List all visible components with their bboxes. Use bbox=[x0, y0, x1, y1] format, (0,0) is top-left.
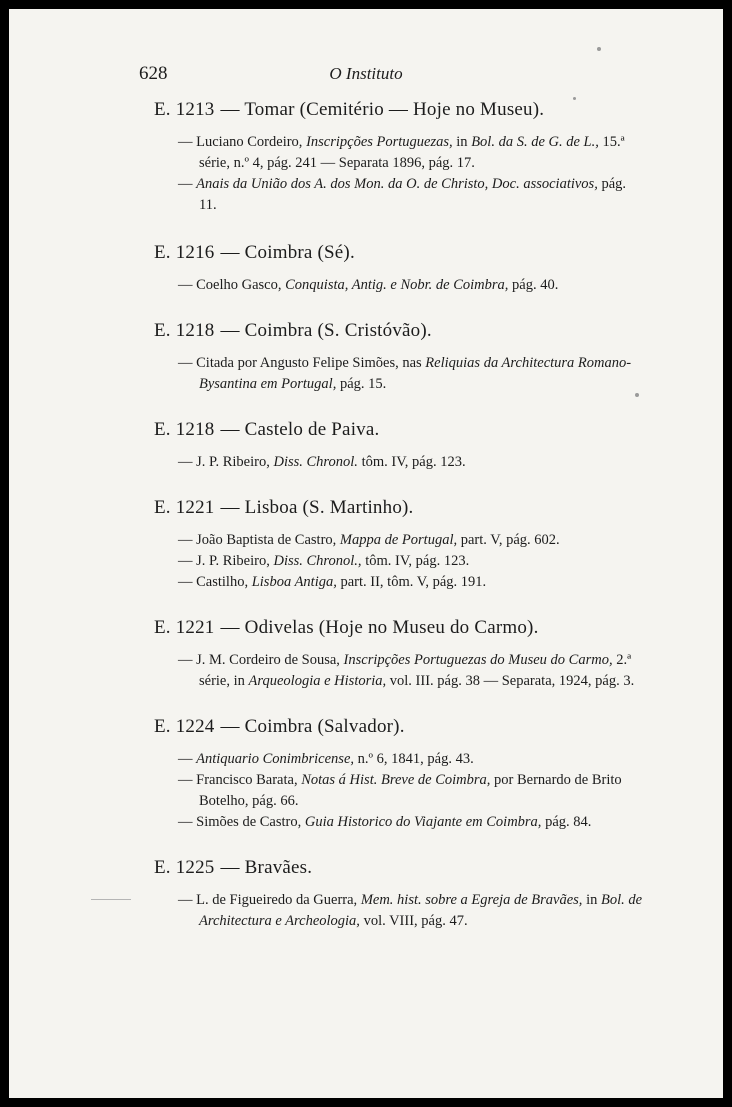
entry-heading bbox=[154, 97, 644, 123]
reference-text: pág. 11. bbox=[199, 176, 627, 213]
inscription-entry bbox=[154, 855, 644, 932]
reference-text: — Luciano Cordeiro, bbox=[178, 134, 307, 150]
reference-work-title: Anais da União dos A. dos Mon. da O. de Christo, Doc. associativos, bbox=[196, 176, 598, 192]
reference-text: por Bernardo de Brito Botelho, pág. 66. bbox=[199, 772, 622, 809]
reference-work-title: Guia Historico do Viajante em Coimbra, bbox=[304, 814, 542, 830]
reference-list bbox=[154, 650, 644, 692]
reference-list bbox=[154, 530, 644, 593]
reference-text: pág. 15. bbox=[336, 376, 387, 392]
reference-text: 15.ª série, n.º 4, pág. 241 — Separata 1896, pág. 17. bbox=[199, 134, 625, 171]
reference-text: pág. 40. bbox=[508, 277, 559, 293]
reference-item bbox=[154, 812, 644, 833]
inscription-list bbox=[154, 97, 644, 954]
reference-work-title: Lisboa Antiga, bbox=[251, 574, 337, 590]
entry-code: E. 1221 bbox=[154, 497, 215, 518]
reference-item bbox=[154, 551, 644, 572]
scan-speck bbox=[597, 47, 601, 51]
reference-text: — J. M. Cordeiro de Sousa, bbox=[178, 652, 344, 668]
reference-item bbox=[154, 749, 644, 770]
reference-text: — João Baptista de Castro, bbox=[178, 532, 340, 548]
reference-list bbox=[154, 890, 644, 932]
entry-title: — Lisboa (S. Martinho). bbox=[220, 497, 414, 518]
reference-text: part. II, tôm. V, pág. 191. bbox=[336, 574, 487, 590]
reference-work-title: Mappa de Portugal, bbox=[339, 532, 458, 548]
reference-item bbox=[154, 650, 644, 692]
reference-text: in bbox=[582, 892, 601, 908]
reference-list bbox=[154, 275, 644, 296]
entry-heading bbox=[154, 855, 644, 881]
entry-code: E. 1224 bbox=[154, 716, 215, 737]
scanned-page bbox=[9, 9, 723, 1098]
entry-heading bbox=[154, 240, 644, 266]
reference-text: — J. P. Ribeiro, bbox=[178, 454, 274, 470]
inscription-entry bbox=[154, 417, 644, 473]
reference-text: tôm. IV, pág. 123. bbox=[361, 553, 470, 569]
inscription-entry bbox=[154, 97, 644, 216]
reference-work-title: Bol. de Architectura e Archeologia, bbox=[199, 892, 643, 929]
reference-item bbox=[154, 572, 644, 593]
reference-text: n.º 6, 1841, pág. 43. bbox=[354, 751, 474, 767]
reference-item bbox=[154, 770, 644, 812]
inscription-entry bbox=[154, 615, 644, 692]
reference-work-title: Notas á Hist. Breve de Coimbra, bbox=[301, 772, 491, 788]
entry-heading bbox=[154, 318, 644, 344]
entry-title: — Odivelas (Hoje no Museu do Carmo). bbox=[220, 617, 539, 638]
reference-text: — bbox=[178, 751, 197, 767]
reference-text: vol. III. pág. 38 — Separata, 1924, pág. 3. bbox=[386, 673, 635, 689]
reference-list bbox=[154, 452, 644, 473]
entry-code: E. 1218 bbox=[154, 419, 215, 440]
reference-text: 2.ª série, in bbox=[199, 652, 632, 689]
entry-heading bbox=[154, 417, 644, 443]
inscription-entry bbox=[154, 318, 644, 395]
reference-item bbox=[154, 530, 644, 551]
reference-text: pág. 84. bbox=[541, 814, 592, 830]
reference-item bbox=[154, 174, 644, 216]
reference-list bbox=[154, 132, 644, 216]
reference-work-title: Conquista, Antig. e Nobr. de Coimbra, bbox=[285, 277, 509, 293]
reference-text: tôm. IV, pág. 123. bbox=[357, 454, 466, 470]
entry-title: — Castelo de Paiva. bbox=[220, 419, 380, 440]
reference-item bbox=[154, 452, 644, 473]
inscription-entry bbox=[154, 495, 644, 593]
inscription-entry bbox=[154, 714, 644, 833]
reference-item bbox=[154, 275, 644, 296]
reference-text: vol. VIII, pág. 47. bbox=[359, 913, 468, 929]
entry-heading bbox=[154, 714, 644, 740]
reference-work-title: Mem. hist. sobre a Egreja de Bravães, bbox=[360, 892, 583, 908]
reference-text: — bbox=[178, 176, 197, 192]
page-header bbox=[9, 63, 723, 89]
reference-text: — Castilho, bbox=[178, 574, 252, 590]
reference-work-title: Diss. Chronol. bbox=[273, 454, 358, 470]
inscription-entry bbox=[154, 240, 644, 296]
reference-text: — L. de Figueiredo da Guerra, bbox=[178, 892, 361, 908]
entry-code: E. 1218 bbox=[154, 320, 215, 341]
reference-item bbox=[154, 353, 644, 395]
page-number: 628 bbox=[139, 63, 168, 84]
entry-title: — Tomar (Cemitério — Hoje no Museu). bbox=[220, 99, 545, 120]
reference-work-title: Diss. Chronol., bbox=[273, 553, 362, 569]
entry-title: — Coimbra (Salvador). bbox=[220, 716, 405, 737]
reference-text: — Coelho Gasco, bbox=[178, 277, 286, 293]
entry-code: E. 1213 bbox=[154, 99, 215, 120]
entry-title: — Coimbra (Sé). bbox=[220, 242, 355, 263]
reference-work-title: Inscripções Portuguezas, bbox=[306, 134, 453, 150]
running-title: O Instituto bbox=[329, 64, 403, 83]
entry-code: E. 1225 bbox=[154, 857, 215, 878]
reference-list bbox=[154, 749, 644, 833]
reference-work-title: Antiquario Conimbricense, bbox=[196, 751, 355, 767]
scan-mark bbox=[91, 899, 131, 900]
entry-code: E. 1216 bbox=[154, 242, 215, 263]
entry-title: — Coimbra (S. Cristóvão). bbox=[220, 320, 432, 341]
reference-text: — J. P. Ribeiro, bbox=[178, 553, 274, 569]
entry-heading bbox=[154, 615, 644, 641]
reference-item bbox=[154, 890, 644, 932]
entry-title: — Bravães. bbox=[220, 857, 313, 878]
reference-work-title: Inscripções Portuguezas do Museu do Carmo, bbox=[343, 652, 613, 668]
reference-work-title: Reliquias da Architectura Romano-Bysantina em Portugal, bbox=[199, 355, 632, 392]
reference-list bbox=[154, 353, 644, 395]
entry-heading bbox=[154, 495, 644, 521]
reference-item bbox=[154, 132, 644, 174]
reference-work-title: Arqueologia e Historia, bbox=[248, 673, 387, 689]
reference-text: part. V, pág. 602. bbox=[457, 532, 560, 548]
reference-work-title: Bol. da S. de G. de L., bbox=[471, 134, 599, 150]
reference-text: — Francisco Barata, bbox=[178, 772, 302, 788]
reference-text: — Citada por Angusto Felipe Simões, nas bbox=[178, 355, 426, 371]
reference-text: in bbox=[452, 134, 472, 150]
entry-code: E. 1221 bbox=[154, 617, 215, 638]
reference-text: — Simões de Castro, bbox=[178, 814, 305, 830]
